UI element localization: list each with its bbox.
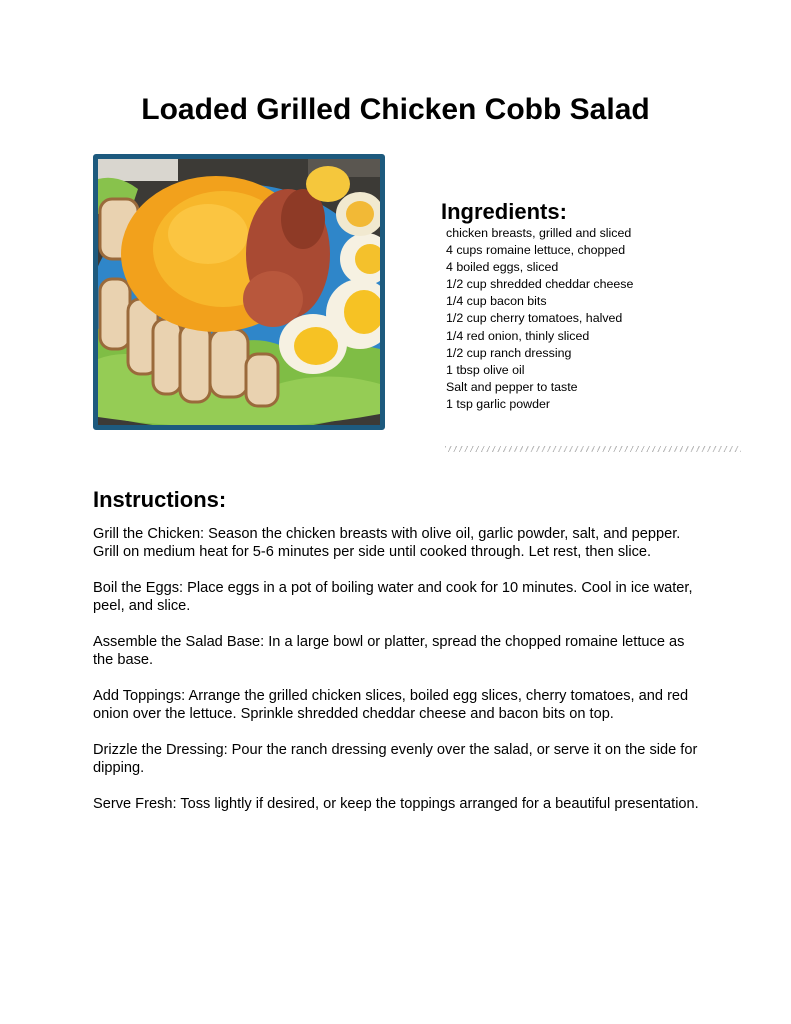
instruction-step: Drizzle the Dressing: Pour the ranch dressing evenly over the salad, or serve it on the side for dipping.	[93, 741, 698, 776]
instruction-step: Assemble the Salad Base: In a large bowl or platter, spread the chopped romaine lettuce as the base.	[93, 633, 685, 669]
ingredient-item: 1 tsp garlic powder	[446, 396, 550, 411]
ingredients-heading: Ingredients:	[441, 199, 567, 225]
ingredients-list	[446, 225, 633, 413]
ingredient-item: 1/2 cup cherry tomatoes, halved	[446, 311, 623, 326]
salad-illustration	[98, 159, 380, 425]
instruction-step: Grill the Chicken: Season the chicken breasts with olive oil, garlic powder, salt, and pepper. Grill on medium heat for 5-6 minutes per side until cooked through. Let rest, then slice.	[93, 526, 681, 561]
ingredient-item: 1 tbsp olive oil	[446, 362, 525, 377]
dotted-divider	[445, 446, 741, 452]
ingredient-item: Salt and pepper to taste	[446, 379, 578, 394]
ingredient-item: 1/4 cup bacon bits	[446, 294, 547, 309]
instructions-list	[93, 525, 703, 830]
instruction-step: Boil the Eggs: Place eggs in a pot of boiling water and cook for 10 minutes. Cool in ice water, peel, and slice.	[93, 579, 693, 615]
ingredient-item: 1/2 cup ranch dressing	[446, 345, 572, 360]
instructions-heading: Instructions:	[93, 487, 227, 513]
ingredient-item: 4 boiled eggs, sliced	[446, 260, 559, 275]
salad-photo	[93, 154, 385, 430]
instruction-step: Add Toppings: Arrange the grilled chicken slices, boiled egg slices, cherry tomatoes, and red onion over the lettuce. Sprinkle shredded cheddar cheese and bacon bits on top.	[93, 687, 689, 722]
ingredient-item: 1/2 cup shredded cheddar cheese	[446, 277, 634, 292]
page-title: Loaded Grilled Chicken Cobb Salad	[141, 93, 650, 127]
ingredient-item: 1/4 red onion, thinly sliced	[446, 328, 590, 343]
ingredient-item: 4 cups romaine lettuce, chopped	[446, 243, 626, 258]
ingredient-item: chicken breasts, grilled and sliced	[446, 226, 632, 240]
instruction-step: Serve Fresh: Toss lightly if desired, or keep the toppings arranged for a beautiful presentation.	[93, 795, 699, 812]
